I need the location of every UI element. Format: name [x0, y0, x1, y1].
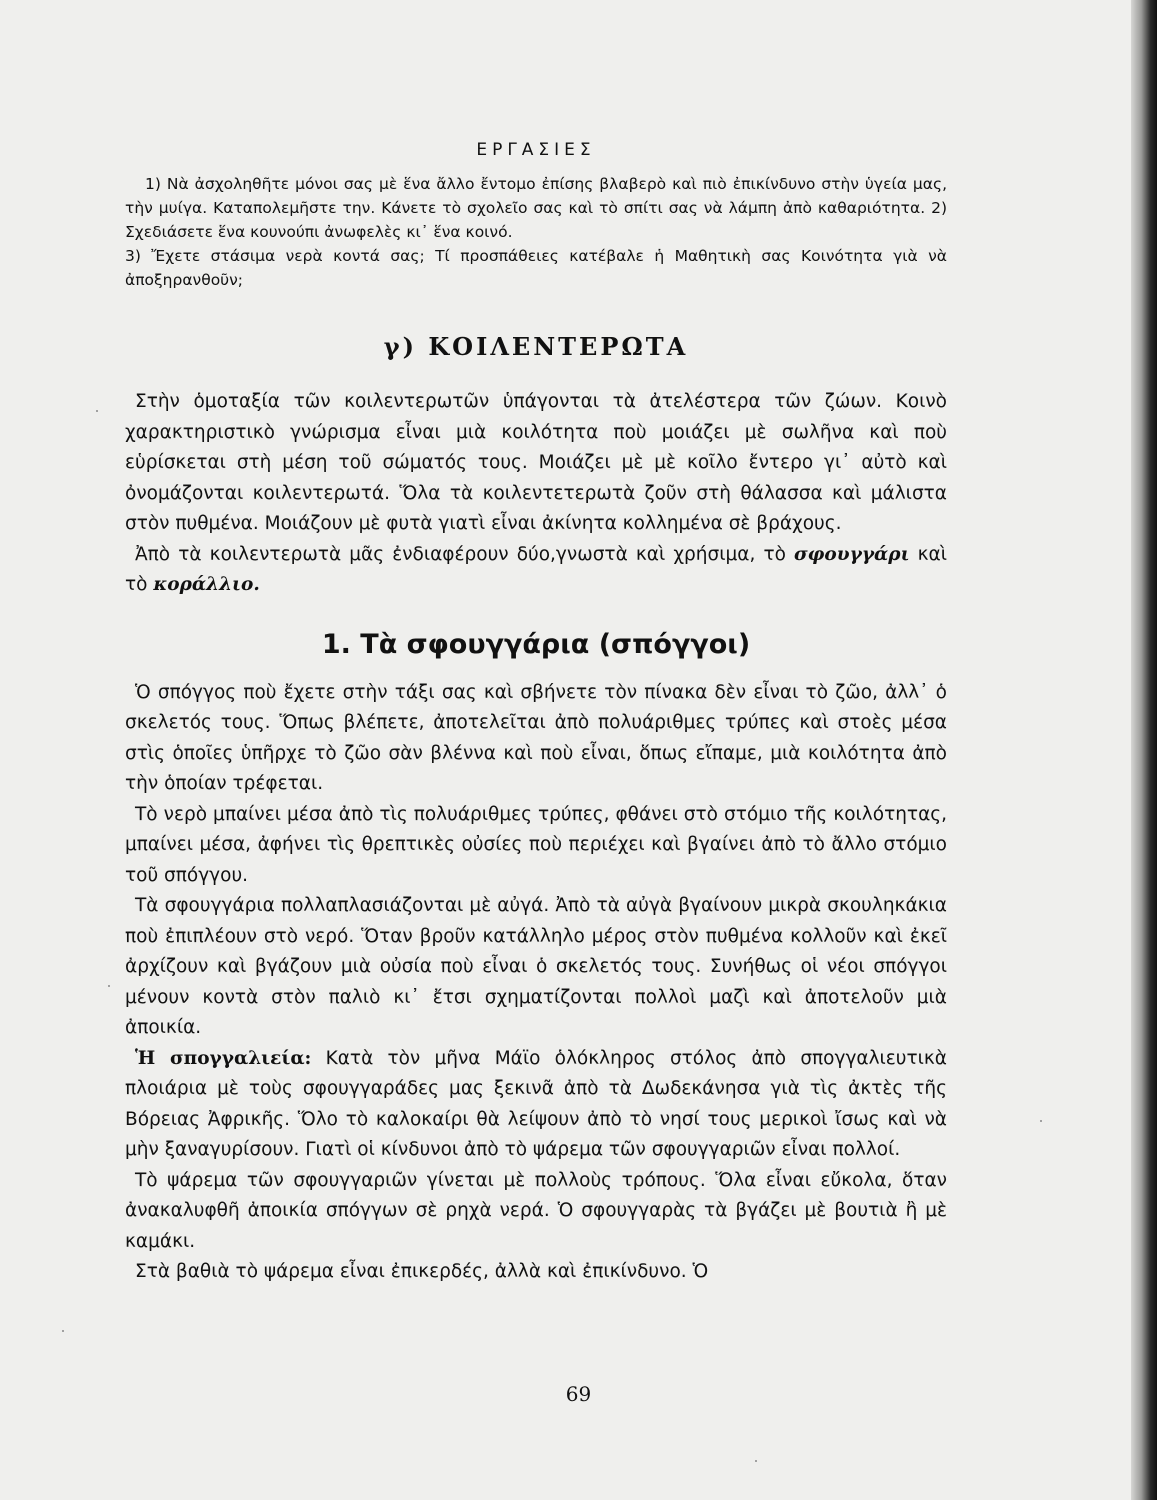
paper-speck — [755, 1460, 757, 1462]
section-known-paragraph — [125, 540, 947, 601]
sponge-fishing-term: Ἡ σπογγαλιεία: — [135, 1047, 312, 1069]
sponges-paragraph-4 — [125, 1044, 947, 1166]
exercises-heading: ΕΡΓΑΣΙΕΣ — [476, 140, 596, 160]
sponges-paragraph-1: Ὁ σπόγγος ποὺ ἔχετε στὴν τάξι σας καὶ σβήνετε τὸν πίνακα δὲν εἶναι τὸ ζῶο, ἀλλ᾿ ὁ σκελετός τους. Ὅπως βλέπετε, ἀποτελεῖται ἀπὸ πολυάριθμες τρύπες καὶ στοὲς μέσα στὶς ὁποῖες ὑπῆρχε τὸ ζῶο σὰν βλέννα καὶ ποὺ εἶναι, ὅπως εἴπαμε, μιὰ κοιλότητα ἀπὸ τὴν ὁποίαν τρέφεται. — [125, 681, 947, 794]
term-sponge: σφουγγάρι — [794, 543, 910, 565]
book-spine-shadow — [1131, 0, 1157, 1500]
paper-speck — [96, 410, 98, 412]
sponges-paragraph-6: Στὰ βαθιὰ τὸ ψάρεμα εἶναι ἐπικερδές, ἀλλὰ καὶ ἐπικίνδυνο. Ὁ — [135, 1261, 709, 1282]
sponges-paragraph-5: Τὸ ψάρεμα τῶν σφουγγαριῶν γίνεται μὲ πολλοὺς τρόπους. Ὅλα εἶναι εὔκολα, ὅταν ἀνακαλυφθῆ ἀποικία σπόγγων σὲ ρηχὰ νερά. Ὁ σφουγγαρὰς τὰ βγάζει μὲ βουτιὰ ἢ μὲ καμάκι. — [125, 1169, 947, 1252]
sponge-fishing-text: Κατὰ τὸν μῆνα Μάϊο ὁλόκληρος στόλος ἀπὸ σπογγαλιευτικὰ πλοιάρια μὲ τοὺς σφουγγαράδες μας ξεκινᾶ ἀπὸ τὰ Δωδεκάνησα γιὰ τὶς ἀκτὲς τῆς Βόρειας Ἀφρικῆς. Ὅλο τὸ καλοκαίρι θὰ λείψουν ἀπὸ τὸ νησί τους μερικοὶ ἴσως καὶ νὰ μὴν ξαναγυρίσουν. Γιατὶ οἱ κίνδυνοι ἀπὸ τὸ ψάρεμα τῶν σφουγγαριῶν εἶναι πολλοί. — [125, 1047, 947, 1160]
exercises-paragraph-2: 3) Ἔχετε στάσιμα νερὰ κοντά σας; Τί προσπάθειες κατέβαλε ἡ Μαθητικὴ σας Κοινότητα γιὰ νὰ ἀποξηρανθοῦν; — [125, 247, 947, 289]
paper-speck — [1040, 1120, 1042, 1122]
sponges-paragraph-3: Τὰ σφουγγάρια πολλαπλασιάζονται μὲ αὐγά. Ἀπὸ τὰ αὐγὰ βγαίνουν μικρὰ σκουληκάκια ποὺ ἐπιπλέουν στὸ νερό. Ὅταν βροῦν κατάλληλο μέρος στὸν πυθμένα κολλοῦν καὶ ἐκεῖ ἀρχίζουν καὶ βγάζουν μιὰ οὐσία ποὺ εἶναι ὁ σκελετός τους. Συνήθως οἱ νέοι σπόγγοι μένουν κοντὰ στὸν παλιὸ κι᾿ ἔτσι σχηματίζονται πολλοὶ μαζὶ καὶ ἀποτελοῦν μιὰ ἀποικία. — [125, 895, 947, 1038]
term-coral: κοράλλιο. — [153, 574, 260, 595]
paper-speck — [62, 1330, 64, 1332]
known-mid: καὶ τὸ — [125, 543, 948, 595]
sponges-paragraph-2: Τὸ νερὸ μπαίνει μέσα ἀπὸ τὶς πολυάριθμες τρύπες, φθάνει στὸ στόμιο τῆς κοιλότητας, μπαίνει μέσα, ἀφήνει τὶς θρεπτικὲς οὐσίες ποὺ περιέχει καὶ βγαίνει ἀπὸ τὸ ἄλλο στόμιο τοῦ σπόγγου. — [125, 803, 947, 886]
page-number: 69 — [565, 1382, 592, 1406]
section-title: γ) ΚΟΙΛΕΝΤΕΡΩΤΑ — [383, 332, 689, 361]
known-prefix: Ἀπὸ τὰ κοιλεντερωτὰ μᾶς ἐνδιαφέρουν δύο,γνωστὰ καὶ χρήσιμα, τὸ — [135, 543, 786, 565]
section-intro-paragraph: Στὴν ὁμοταξία τῶν κοιλεντερωτῶν ὑπάγονται τὰ ἀτελέστερα τῶν ζώων. Κοινὸ χαρακτηριστικὸ γνώρισμα εἶναι μιὰ κοιλότητα ποὺ μοιάζει μὲ σωλῆνα καὶ ποὺ εὑρίσκεται στὴ μέση τοῦ σώματός τους. Μοιάζει μὲ μὲ κοῖλο ἔντερο γι᾿ αὐτὸ καὶ ὀνομάζονται κοιλεντερωτά. Ὅλα τὰ κοιλεντετερωτὰ ζοῦν στὴ θάλασσα καὶ μάλιστα στὸν πυθμένα. Μοιάζουν μὲ φυτὰ γιατὶ εἶναι ἀκίνητα κολλημένα σὲ βράχους. — [125, 391, 947, 534]
subsection-title: 1. Τὰ σφουγγάρια (σπόγγοι) — [321, 628, 751, 660]
exercises-paragraph-1: 1) Νὰ ἀσχοληθῆτε μόνοι σας μὲ ἕνα ἄλλο ἔντομο ἐπίσης βλαβερὸ καὶ πιὸ ἐπικίνδυνο στὴν ὑγεία μας, τὴν μυίγα. Καταπολεμῆστε την. Κάνετε τὸ σχολεῖο σας καὶ τὸ σπίτι σας νὰ λάμπη ἀπὸ καθαριότητα. 2) Σχεδιάσετε ἕνα κουνούπι ἀνωφελὲς κι᾿ ἕνα κοινό. — [125, 175, 947, 241]
paper-speck — [108, 985, 110, 987]
page-content — [125, 140, 947, 1288]
